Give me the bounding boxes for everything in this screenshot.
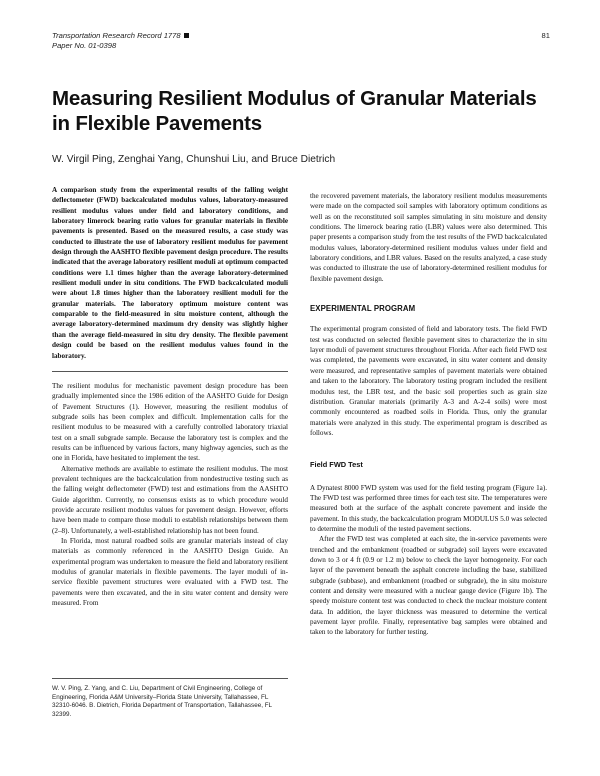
journal-name: Transportation Research Record 1778 bbox=[52, 31, 181, 40]
abstract-divider bbox=[52, 371, 288, 372]
intro-paragraph-3: In Florida, most natural roadbed soils are granular materials instead of clay materials as commonly referenced in the AASHTO Design Guide. An experimental program was undertaken to measure the field and laboratory resilient modulus of granular materials in flexible pavements. The layer moduli of in-service flexible pavement structures were evaluated with a FWD test. The pavements were then excavated, and the in situ water content and density were measured. From bbox=[52, 537, 288, 608]
field-fwd-paragraph-1: A Dynatest 8000 FWD system was used for the field testing program (Figure 1a). The FWD test was performed three times for each test site. The temperatures were measured both at the surface of the asphalt concrete pavement and inside the pavement. In this study, the backcalculation program MODULUS 5.0 was selected to determine the moduli of the tested pavement sections. bbox=[310, 483, 547, 533]
experimental-paragraph-1: The experimental program consisted of field and laboratory tests. The field FWD test was conducted on selected flexible pavement sites to characterize the in situ layer moduli of pavement structures throughout Florida. After each field FWD test was completed, the pavements were excavated, in situ water content and density were measured, and representative samples of pavement materials were obtained and taken to the laboratory. The laboratory testing program included the resilient modulus test, the LBR test, and the basic soil properties such as grain size distribution. Granular materials (primarily A-3 and A-2-4 soils) were most commonly encountered as roadbed soils in Florida. Thus, only the granular materials were analyzed in this study. The experimental program is described as follows. bbox=[310, 325, 547, 437]
intro-paragraph-2: Alternative methods are available to estimate the resilient modulus. The most prevalent techniques are the backcalculation from nondestructive testing such as the falling weight deflectometer (FWD) test and estimations from the AASHTO Guide algorithm. Currently, no consensus exists as to which procedure would provide accurate resilient modulus values for pavement design. However, efforts have been made to compare those moduli to establish relationships between them (2–8). Unfortunately, a well-established relationship has not been found. bbox=[52, 464, 288, 535]
intro-paragraph-4: the recovered pavement materials, the laboratory resilient modulus measurements were made on the compacted soil samples with laboratory optimum conditions as well as on the reconstituted soil samples simulating in situ moisture and density conditions. The limerock bearing ratio (LBR) values were also determined. This paper presents a comparison study from the test results of the FWD backcalculated modulus values, laboratory-determined resilient modulus values under field and laboratory conditions, and LBR values. Based on the results analyzed, a case study was conducted to illustrate the use of laboratory-determined resilient modulus for flexible pavement design. bbox=[310, 192, 547, 283]
paper-number: Paper No. 01-0398 bbox=[52, 41, 117, 50]
right-column bbox=[310, 191, 547, 638]
left-column bbox=[52, 185, 288, 608]
author-list: W. Virgil Ping, Zenghai Yang, Chunshui Liu, and Bruce Dietrich bbox=[52, 154, 336, 165]
square-bullet-icon bbox=[184, 33, 189, 38]
running-header bbox=[52, 31, 189, 51]
page-number: 81 bbox=[541, 31, 550, 40]
abstract: A comparison study from the experimental results of the falling weight deflectometer (FWD) backcalculated modulus values, laboratory-measured resilient modulus values under field and laboratory conditions, and laboratory limerock bearing ratio values for granular materials in flexible pavements is presented. Based on the measured results, a case study was conducted to illustrate the use of laboratory resilient modulus for pavement design through the AASHTO flexible pavement design procedure. The results indicated that the average laboratory resilient moduli at optimum compacted conditions were 1.1 times higher than the average laboratory-determined resilient moduli under in situ conditions. The FWD backcalculated moduli were about 1.8 times higher than the laboratory resilient moduli for the granular materials. The laboratory optimum moisture content was comparable to the field-measured in situ moisture content, although the average laboratory-determined maximum dry density was slightly higher than the average field-measured in situ dry density. The flexible pavement design could be based on the resilient modulus values found in the laboratory. bbox=[52, 186, 288, 360]
author-affiliation-footnote: W. V. Ping, Z. Yang, and C. Liu, Department of Civil Engineering, College of Engineering, Florida A&M University–Florida State University, Tallahassee, FL 32310-6046. B. Dietrich, Florida Department of Transportation, Tallahassee, FL 32399. bbox=[52, 678, 288, 719]
section-heading-experimental: EXPERIMENTAL PROGRAM bbox=[310, 304, 416, 314]
paper-title: Measuring Resilient Modulus of Granular Materials in Flexible Pavements bbox=[52, 87, 537, 135]
subsection-heading-field-fwd: Field FWD Test bbox=[310, 460, 363, 470]
field-fwd-paragraph-2: After the FWD test was completed at each site, the in-service pavements were trenched and the embankment (roadbed or subgrade) soil layers were excavated down to 3 or 4 ft (0.9 or 1.2 m) below to check the layer homogeneity. For each layer of the pavement beneath the asphalt concrete including the base, stabilized subgrade (subbase), and embankment (roadbed or subgrade), the in situ moisture content and density were measured with a nuclear gauge device (Figure 1b). The speedy moisture content test was conducted to check the nuclear moisture content data. In addition, the layer thickness was measured to determine the vertical pavement layer profile. Finally, representative bag samples were obtained and taken to the laboratory for further testing. bbox=[310, 535, 547, 637]
intro-paragraph-1: The resilient modulus for mechanistic pavement design procedure has been gradually implemented since the 1986 edition of the AASHTO Guide for Design of Pavement Structures (1). However, measuring the resilient modulus of subgrade soils has been complex and difficult. Implementation calls for the resilient modulus to be measured with a carefully controlled laboratory triaxial test on a small subgrade sample. Because the laboratory test is complex and the results can be influenced by various factors, many highway agencies, such as the one in Florida, have hesitated to implement the test. bbox=[52, 381, 288, 463]
